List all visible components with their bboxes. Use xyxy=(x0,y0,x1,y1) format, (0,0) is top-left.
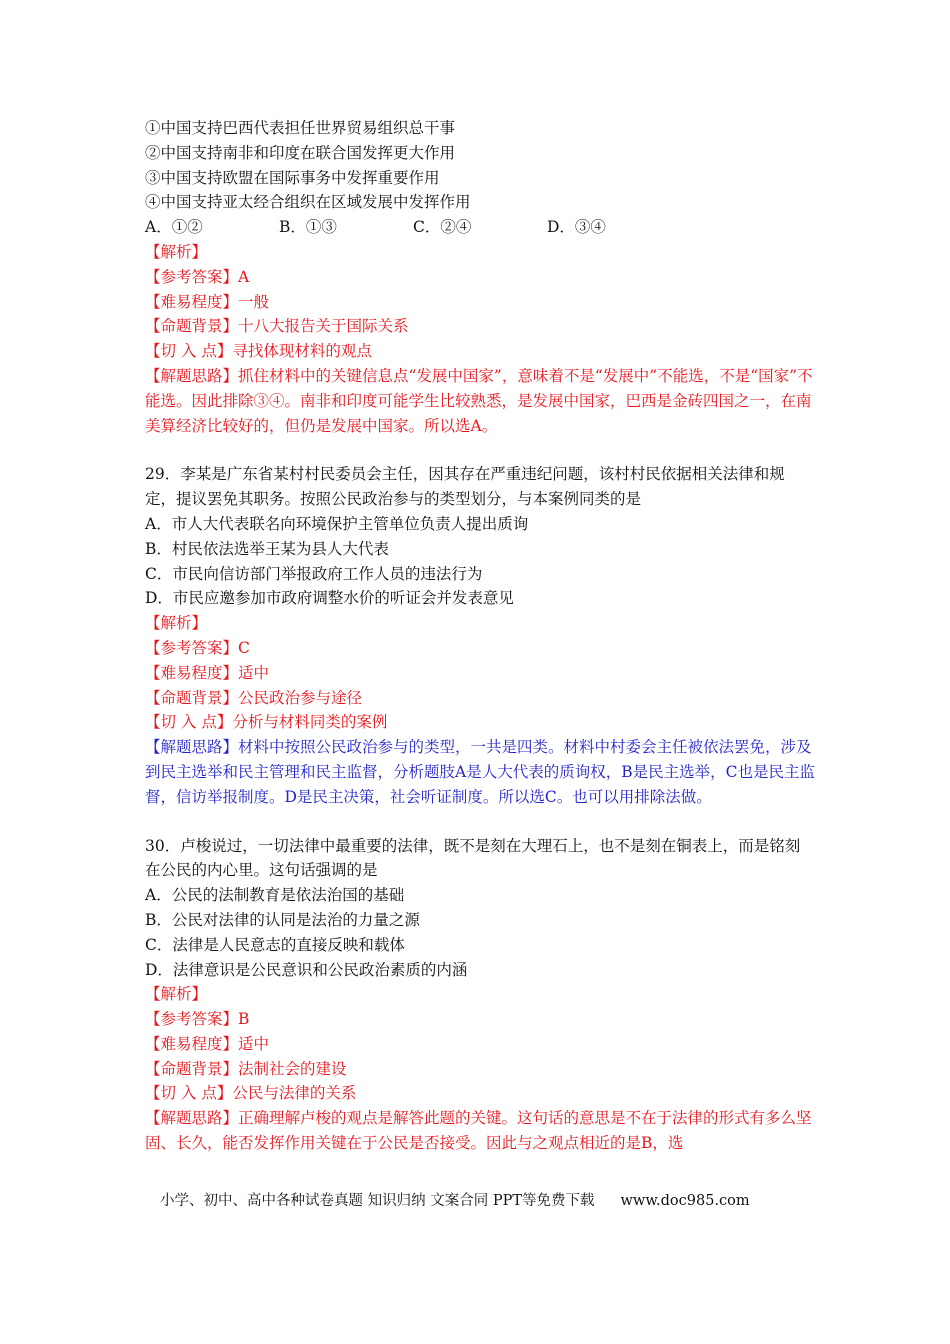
q29-difficulty: 【难易程度】适中 xyxy=(145,663,270,682)
q30-difficulty: 【难易程度】适中 xyxy=(145,1034,270,1053)
question-28-section xyxy=(145,116,815,438)
q28-choice-c: C．②④ xyxy=(413,218,472,237)
q29-option-a: A．市人大代表联名向环境保护主管单位负责人提出质询 xyxy=(145,514,529,533)
q30-background: 【命题背景】法制社会的建设 xyxy=(145,1059,347,1078)
q28-choices xyxy=(145,215,815,240)
q29-background: 【命题背景】公民政治参与途径 xyxy=(145,688,363,707)
q30-solution-thinking: 【解题思路】正确理解卢梭的观点是解答此题的关键。这句话的意思是不在于法律的形式有多么坚固、长久，能否发挥作用关键在于公民是否接受。因此与之观点相近的是B，选 xyxy=(145,1109,812,1153)
q29-stem: 29．李某是广东省某村村民委员会主任，因其存在严重违纪问题，该村村民依据相关法律和规定，提议罢免其职务。按照公民政治参与的类型划分，与本案例同类的是 xyxy=(145,465,785,509)
q30-option-c: C．法律是人民意志的直接反映和载体 xyxy=(145,935,405,954)
q30-option-a: A．公民的法制教育是依法治国的基础 xyxy=(145,886,405,905)
q28-difficulty: 【难易程度】一般 xyxy=(145,292,270,311)
q28-option-2: ②中国支持南非和印度在联合国发挥更大作用 xyxy=(145,143,456,162)
q30-stem: 30．卢梭说过，一切法律中最重要的法律，既不是刻在大理石上，也不是刻在铜表上，而是铭刻在公民的内心里。这句话强调的是 xyxy=(145,836,801,880)
q29-analysis-heading: 【解析】 xyxy=(145,614,208,633)
q28-analysis-heading: 【解析】 xyxy=(145,242,208,261)
q29-option-c: C．市民向信访部门举报政府工作人员的违法行为 xyxy=(145,564,483,583)
q29-solution-thinking: 【解题思路】材料中按照公民政治参与的类型，一共是四类。材料中村委会主任被依法罢免，涉及到民主选举和民主管理和民主监督，分析题肢A是人大代表的质询权，B是民主选举，C也是民主监督，信访举报制度。D是民主决策，社会听证制度。所以选C。也可以用排除法做。 xyxy=(145,738,815,806)
q28-answer: 【参考答案】A xyxy=(145,267,250,286)
q30-answer: 【参考答案】B xyxy=(145,1010,250,1029)
q29-entry-point: 【切 入 点】分析与材料同类的案例 xyxy=(145,713,388,732)
footer-url: www.doc985.com xyxy=(620,1193,750,1209)
q28-solution-thinking: 【解题思路】抓住材料中的关键信息点“发展中国家”，意味着不是“发展中”不能选，不是“国家”不能选。因此排除③④。南非和印度可能学生比较熟悉，是发展中国家，巴西是金砖四国之一，在南美算经济比较好的，但仍是发展中国家。所以选A。 xyxy=(145,366,813,435)
question-30-section xyxy=(145,834,815,1156)
q30-analysis-heading: 【解析】 xyxy=(145,985,208,1004)
q28-choice-b: B．①③ xyxy=(279,218,337,237)
q28-entry-point: 【切 入 点】寻找体现材料的观点 xyxy=(145,342,372,361)
q29-option-b: B．村民依法选举王某为县人大代表 xyxy=(145,539,389,558)
q28-option-4: ④中国支持亚太经合组织在区域发展中发挥作用 xyxy=(145,193,471,212)
q28-option-1: ①中国支持巴西代表担任世界贸易组织总干事 xyxy=(145,119,456,137)
q28-background: 【命题背景】十八大报告关于国际关系 xyxy=(145,317,409,336)
q29-option-d: D．市民应邀参加市政府调整水价的听证会并发表意见 xyxy=(145,589,514,608)
q30-option-b: B．公民对法律的认同是法治的力量之源 xyxy=(145,910,420,929)
footer-text: 小学、初中、高中各种试卷真题 知识归纳 文案合同 PPT等免费下载 xyxy=(160,1193,595,1209)
q29-answer: 【参考答案】C xyxy=(145,638,250,657)
q28-option-3: ③中国支持欧盟在国际事务中发挥重要作用 xyxy=(145,168,440,187)
q28-choice-d: D．③④ xyxy=(547,218,606,237)
q30-option-d: D．法律意识是公民意识和公民政治素质的内涵 xyxy=(145,960,468,979)
document-page xyxy=(145,116,815,1180)
page-footer xyxy=(160,1191,750,1211)
question-29-section xyxy=(145,462,815,809)
q30-entry-point: 【切 入 点】公民与法律的关系 xyxy=(145,1084,357,1103)
q28-choice-a: A．①② xyxy=(145,218,203,237)
